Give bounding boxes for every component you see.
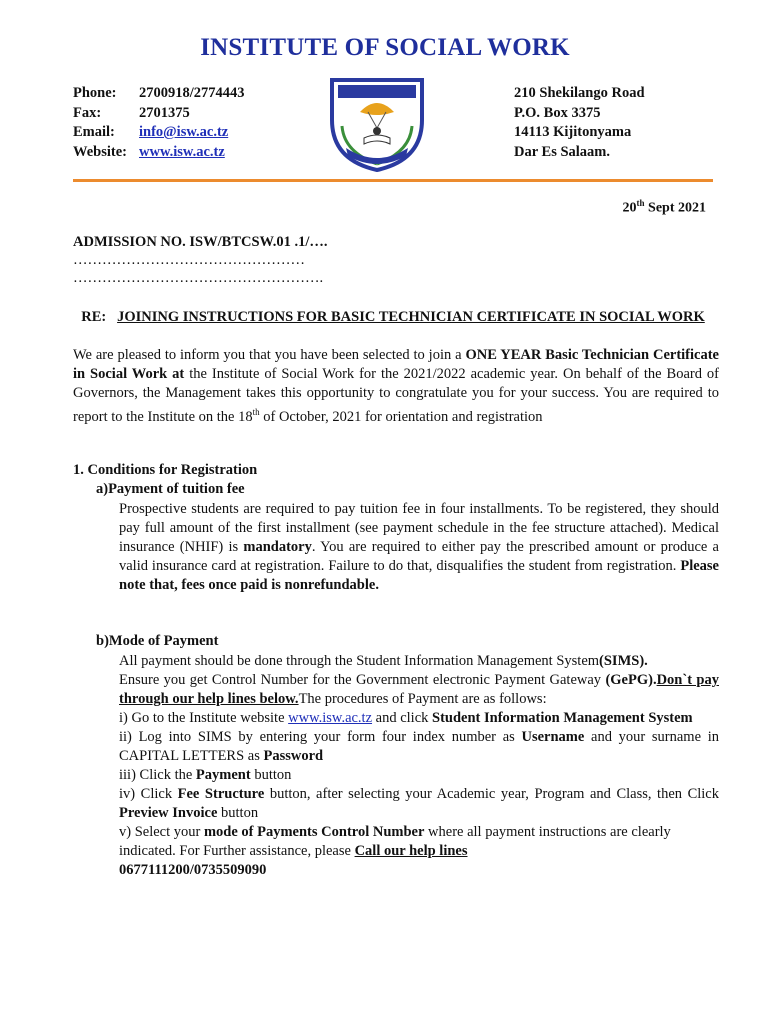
- step-1: i) Go to the Institute website www.isw.ac.tz and click Student Information Management System: [119, 710, 693, 726]
- intro-paragraph: We are pleased to inform you that you have been selected to join a ONE YEAR Basic Technician Certificate in Social Work at the Institute of Social Work for the 2021/2022 academic year. On behalf of the Board of Governors, the Management takes this opportunity to congratulate you for your success. You are required to report to the Institute on the 18th of October, 2021 for orientation and registration: [73, 347, 719, 425]
- website-link[interactable]: www.isw.ac.tz: [139, 143, 225, 160]
- address-block: [514, 84, 645, 162]
- contact-block: [73, 84, 245, 162]
- phone-row: Phone: 2700918/2774443: [73, 85, 245, 101]
- admission-number: ADMISSION NO. ISW/BTCSW.01 .1/….: [73, 234, 328, 250]
- subsection-heading: b)Mode of Payment: [96, 633, 219, 649]
- step-5: v) Select your mode of Payments Control Number where all payment instructions are clearly indicated. For Further assistance, please Call our help lines: [119, 824, 671, 859]
- help-phone-numbers: 0677111200/0735509090: [119, 862, 267, 878]
- dotted-line: …………………………………………: [73, 252, 305, 268]
- subject-line: RE: JOINING INSTRUCTIONS FOR BASIC TECHNICIAN CERTIFICATE IN SOCIAL WORK: [81, 309, 705, 325]
- institute-title: INSTITUTE OF SOCIAL WORK: [200, 34, 570, 61]
- email-row: Email: info@isw.ac.tz: [73, 124, 229, 140]
- gepg-line: Ensure you get Control Number for the Government electronic Payment Gateway (GePG).Don`t pay through our help lines below.The procedures of Payment are as follows:: [119, 672, 719, 707]
- address-line: P.O. Box 3375: [514, 104, 601, 121]
- letter-date: 20th Sept 2021: [622, 198, 706, 216]
- email-link[interactable]: info@isw.ac.tz: [139, 124, 229, 140]
- step-2: ii) Log into SIMS by entering your form four index number as Username and your surname in CAPITAL LETTERS as Password: [119, 729, 719, 764]
- sims-line: All payment should be done through the Student Information Management System(SIMS).: [119, 653, 648, 669]
- tuition-paragraph: Prospective students are required to pay tuition fee in four installments. To be registered, they should pay full amount of the first installment (see payment schedule in the fee structure attached). Medical insurance (NHIF) is mandatory. You are required to either pay the prescribed amount or produce a valid insurance card at registration. Failure to do that, disqualifies the student from registration. Please note that, fees once paid is nonrefundable.: [119, 501, 719, 593]
- address-line: Dar Es Salaam.: [514, 143, 611, 160]
- header-divider: [73, 179, 713, 182]
- step-3: iii) Click the Payment button: [119, 767, 292, 783]
- subsection-heading: a)Payment of tuition fee: [96, 481, 245, 497]
- admission-block: [73, 233, 327, 287]
- payment-instructions: [119, 652, 719, 880]
- fax-row: Fax: 2701375: [73, 104, 190, 121]
- website-row: Website: www.isw.ac.tz: [73, 143, 225, 160]
- institute-logo-icon: [324, 68, 430, 174]
- dotted-line: …………………………………………….: [73, 270, 324, 286]
- step-4: iv) Click Fee Structure button, after selecting your Academic year, Program and Class, then Click Preview Invoice button: [119, 786, 719, 821]
- website-link[interactable]: www.isw.ac.tz: [288, 710, 373, 726]
- address-line: 210 Shekilango Road: [514, 85, 645, 101]
- help-lines-link[interactable]: Call our help lines: [354, 843, 468, 859]
- section-heading: 1. Conditions for Registration: [73, 462, 258, 478]
- address-line: 14113 Kijitonyama: [514, 124, 632, 140]
